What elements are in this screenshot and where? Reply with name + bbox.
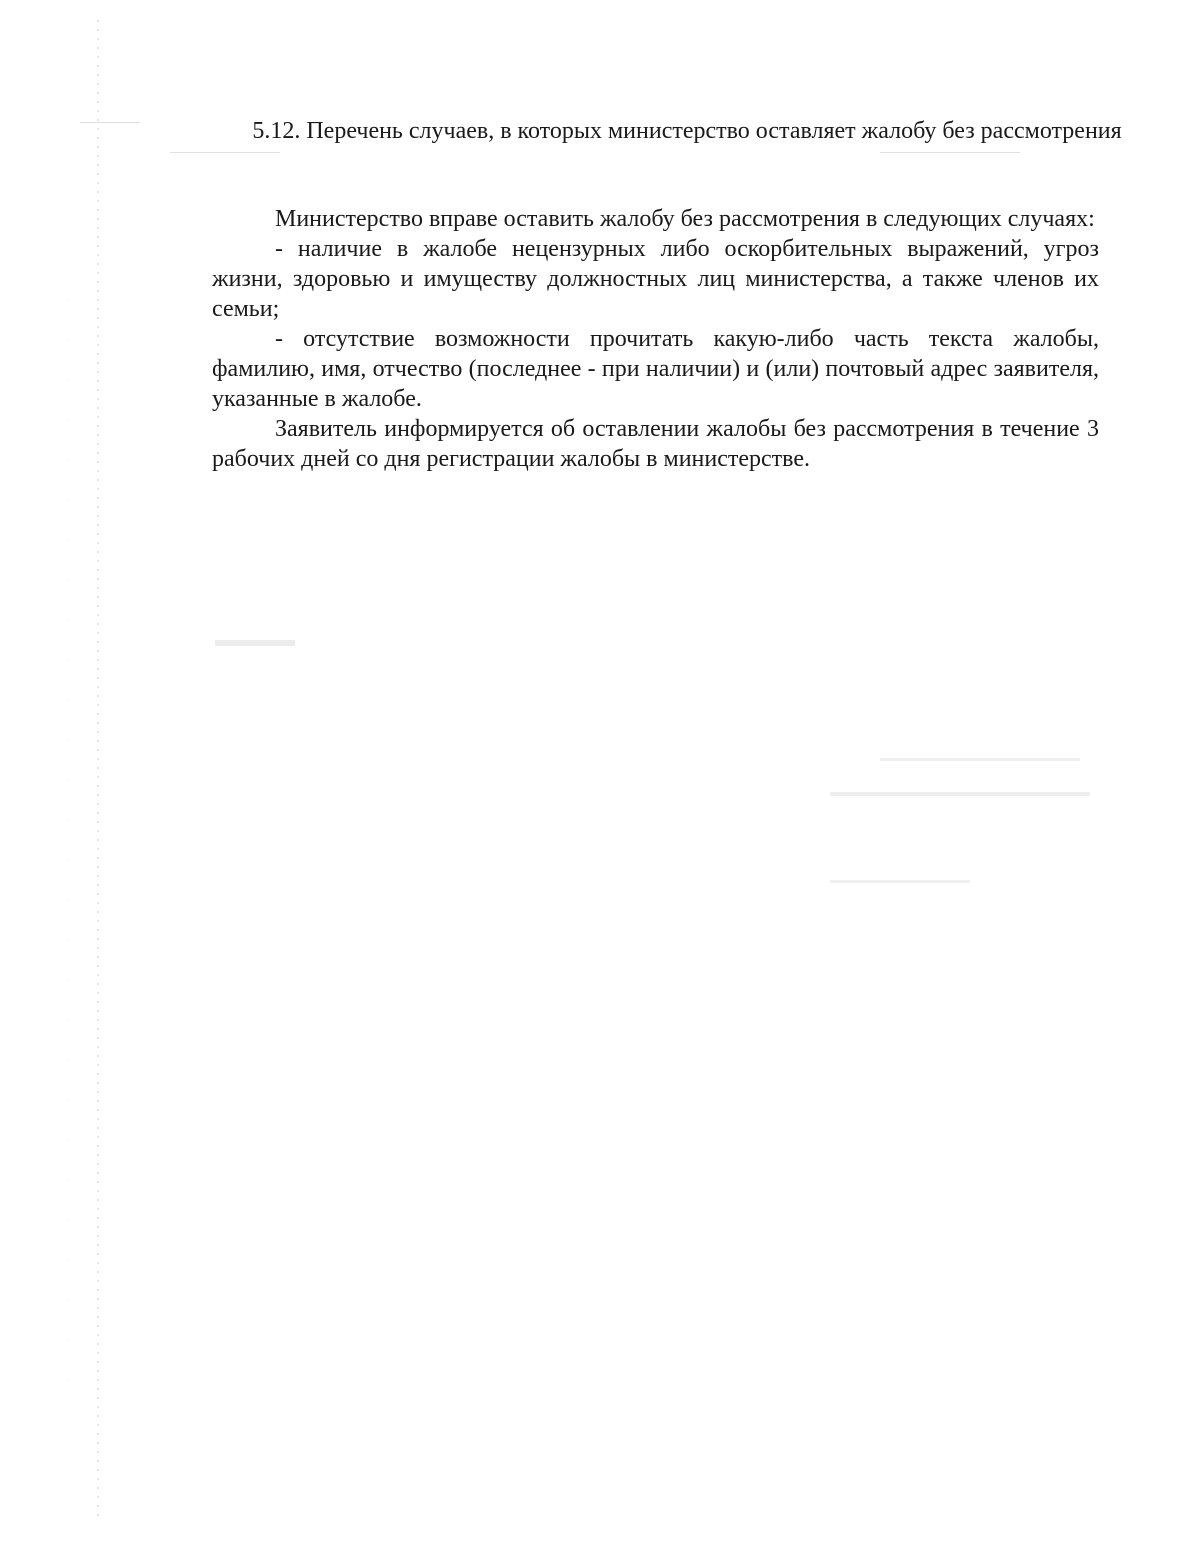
scan-noise xyxy=(80,122,140,123)
scan-noise xyxy=(215,640,295,646)
scan-edge-artifact xyxy=(97,20,99,1520)
section-heading: 5.12. Перечень случаев, в которых министерство оставляет жалобу без рассмотрения xyxy=(252,118,1122,144)
scan-edge-artifact xyxy=(67,300,68,1400)
scan-noise xyxy=(170,152,280,153)
paragraph: Заявитель информируется об оставлении жалобы без рассмотрения в течение 3 рабочих дней со дня регистрации жалобы в министерстве. xyxy=(212,416,1099,472)
scan-noise xyxy=(830,792,1090,796)
scan-noise xyxy=(880,152,1020,153)
document-body xyxy=(212,204,1099,474)
scan-noise xyxy=(880,758,1080,761)
paragraph: - наличие в жалобе нецензурных либо оскорбительных выражений, угроз жизни, здоровью и имуществу должностных лиц министерства, а также членов их семьи; xyxy=(212,236,1099,322)
paragraph: - отсутствие возможности прочитать какую-либо часть текста жалобы, фамилию, имя, отчество (последнее - при наличии) и (или) почтовый адрес заявителя, указанные в жалобе. xyxy=(212,326,1099,412)
scan-noise xyxy=(830,880,970,883)
paragraph: Министерство вправе оставить жалобу без рассмотрения в следующих случаях: xyxy=(275,206,1095,232)
